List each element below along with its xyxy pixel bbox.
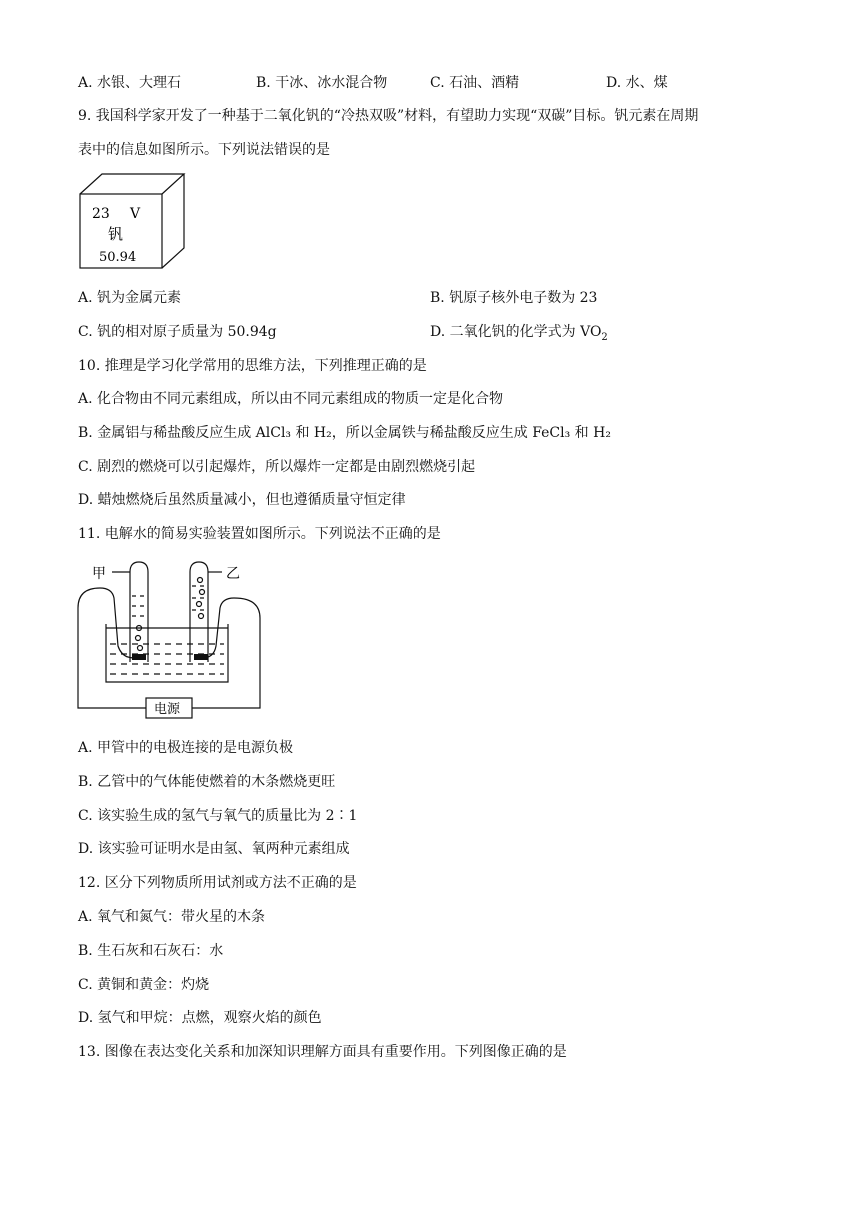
q10-option-a: A. 化合物由不同元素组成，所以由不同元素组成的物质一定是化合物 <box>78 391 504 407</box>
q9-stem-line1: 9. 我国科学家开发了一种基于二氧化钒的“冷热双吸”材料，有望助力实现“双碳”目标。钒元素在周期 <box>78 108 699 124</box>
q11-option-a: A. 甲管中的电极连接的是电源负极 <box>78 740 294 756</box>
q10-stem: 10. 推理是学习化学常用的思维方法，下列推理正确的是 <box>78 358 427 374</box>
element-name: 钒 <box>108 225 124 243</box>
tube-yi <box>190 562 208 662</box>
q10-option-d: D. 蜡烛燃烧后虽然质量减小，但也遵循质量守恒定律 <box>78 492 406 508</box>
q9-option-d-sub: 2 <box>601 331 608 343</box>
q12-option-d: D. 氢气和甲烷：点燃，观察火焰的颜色 <box>78 1010 322 1026</box>
q11-option-b: B. 乙管中的气体能使燃着的木条燃烧更旺 <box>78 774 336 790</box>
q9-option-a: A. 钒为金属元素 <box>78 290 182 306</box>
element-cell-side <box>162 174 184 268</box>
q8-option-a: A. 水银、大理石 <box>78 75 182 91</box>
electrode-right <box>194 654 208 660</box>
water-trough <box>106 624 228 682</box>
element-cell-top <box>80 174 184 194</box>
electrolysis-apparatus-figure <box>74 558 264 723</box>
q9-option-d <box>430 322 608 348</box>
q12-stem: 12. 区分下列物质所用试剂或方法不正确的是 <box>78 875 357 891</box>
element-symbol: V <box>130 206 141 222</box>
q8-option-c: C. 石油、酒精 <box>430 75 520 91</box>
element-cell-figure <box>78 172 190 272</box>
electrode-left <box>132 654 146 660</box>
q9-option-b: B. 钒原子核外电子数为 23 <box>430 290 598 306</box>
tube-yi-label: 乙 <box>226 566 240 582</box>
q13-stem: 13. 图像在表达变化关系和加深知识理解方面具有重要作用。下列图像正确的是 <box>78 1044 567 1060</box>
q11-stem: 11. 电解水的简易实验装置如图所示。下列说法不正确的是 <box>78 526 441 542</box>
q9-option-c: C. 钒的相对原子质量为 50.94g <box>78 324 277 340</box>
q12-option-b: B. 生石灰和石灰石：水 <box>78 943 224 959</box>
tube-jia-label: 甲 <box>92 566 106 582</box>
q8-option-b: B. 干冰、冰水混合物 <box>256 75 388 91</box>
q10-option-c: C. 剧烈的燃烧可以引起爆炸，所以爆炸一定都是由剧烈燃烧引起 <box>78 459 476 475</box>
q8-option-d: D. 水、煤 <box>606 75 668 91</box>
atomic-number: 23 <box>92 206 110 222</box>
power-supply-label: 电源 <box>154 702 181 717</box>
q11-option-d: D. 该实验可证明水是由氢、氧两种元素组成 <box>78 841 350 857</box>
q11-option-c: C. 该实验生成的氢气与氧气的质量比为 2∶1 <box>78 808 358 824</box>
q10-option-b: B. 金属铝与稀盐酸反应生成 AlCl₃ 和 H₂，所以金属铁与稀盐酸反应生成 FeCl₃ 和 H₂ <box>78 425 611 441</box>
q9-option-d-text: D. 二氧化钒的化学式为 VO <box>430 324 602 340</box>
q12-option-a: A. 氧气和氮气：带火星的木条 <box>78 909 266 925</box>
atomic-mass: 50.94 <box>99 250 137 265</box>
q12-option-c: C. 黄铜和黄金：灼烧 <box>78 977 210 993</box>
tube-jia <box>130 562 148 662</box>
q9-stem-line2: 表中的信息如图所示。下列说法错误的是 <box>78 142 330 158</box>
